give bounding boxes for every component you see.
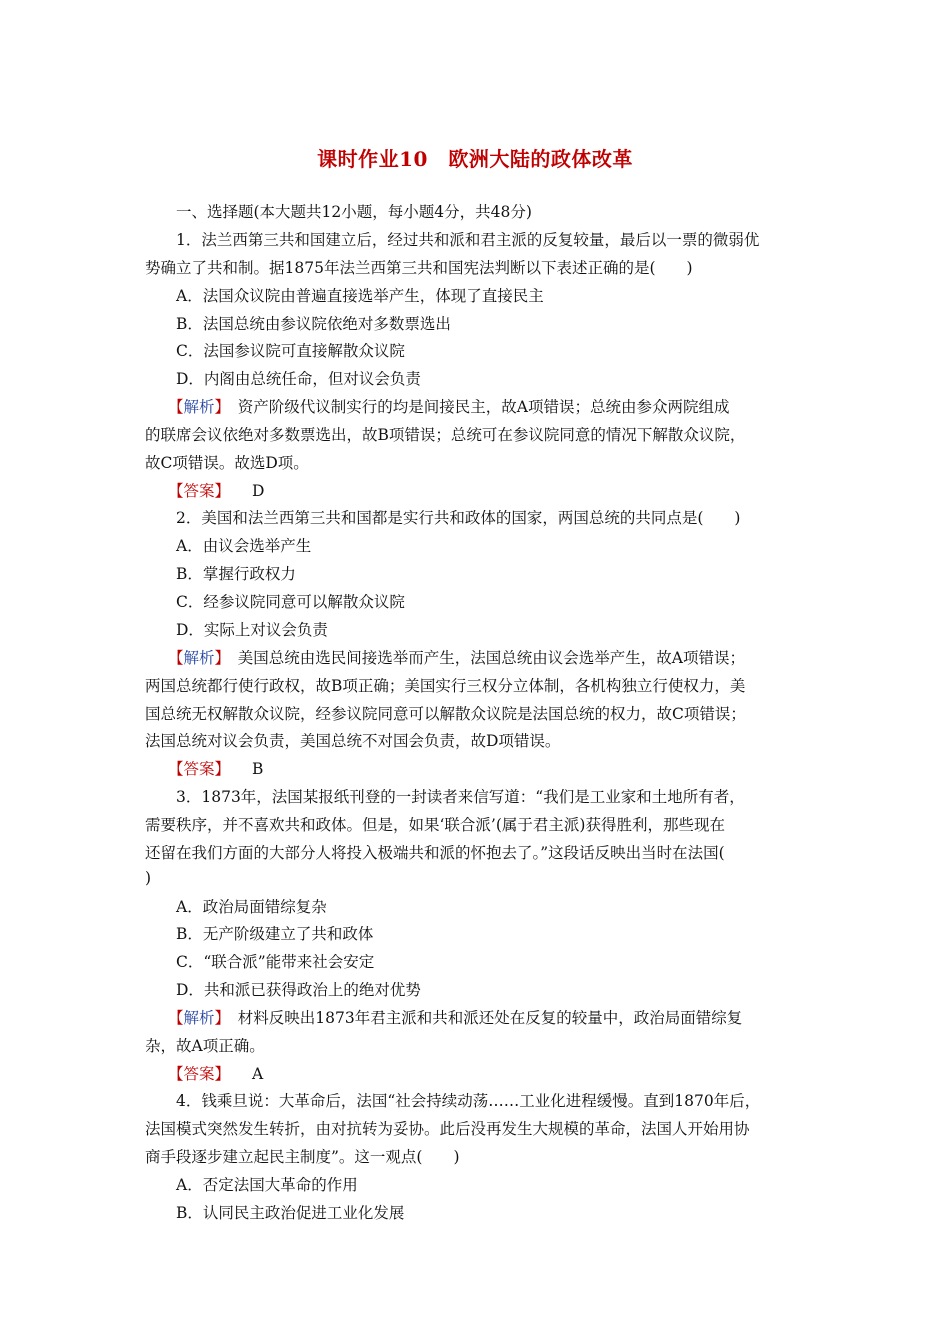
q3-stem-line-2: 需要秩序，并不喜欢共和政体。但是，如果‘联合派’(属于君主派)获得胜利，那些现在 <box>145 816 725 834</box>
q2-analysis-line-2: 两国总统都行使行政权，故B项正确；美国实行三权分立体制，各机构独立行使权力，美 <box>145 677 746 695</box>
section-heading: 一、选择题(本大题共12小题，每小题4分，共48分) <box>176 203 532 221</box>
q1-analysis-line-2: 的联席会议依绝对多数票选出，故B项错误；总统可在参议院同意的情况下解散众议院， <box>145 426 746 444</box>
answer-tag: 【答案】 <box>168 760 231 778</box>
q4-option-a: A．否定法国大革命的作用 <box>176 1176 358 1194</box>
q3-option-a: A．政治局面错综复杂 <box>176 898 327 916</box>
q1-stem-line-2: 势确立了共和制。据1875年法兰西第三共和国宪法判断以下表述正确的是( ) <box>145 259 693 277</box>
q3-option-d: D．共和派已获得政治上的绝对优势 <box>176 981 421 999</box>
q1-stem-line-1: 1．法兰西第三共和国建立后，经过共和派和君主派的反复较量，最后以一票的微弱优 <box>176 231 760 249</box>
q1-analysis-line-1: 【解析】 资产阶级代议制实行的均是间接民主，故A项错误；总统由参众两院组成 <box>168 398 730 416</box>
q3-analysis-line-1: 【解析】 材料反映出1873年君主派和共和派还处在反复的较量中，政治局面错综复 <box>168 1009 743 1027</box>
q2-option-a: A．由议会选举产生 <box>176 537 312 555</box>
q2-stem-line-1: 2．美国和法兰西第三共和国都是实行共和政体的国家，两国总统的共同点是( ) <box>176 509 741 527</box>
q1-option-c: C．法国参议院可直接解散众议院 <box>176 342 405 360</box>
q4-stem-line-1: 4．钱乘旦说：大革命后，法国“社会持续动荡……工业化进程缓慢。直到1870年后， <box>176 1092 761 1110</box>
document-title: 课时作业10 欧洲大陆的政体改革 <box>317 147 633 171</box>
q1-analysis-line-3: 故C项错误。故选D项。 <box>145 454 309 472</box>
q2-analysis-line-1: 【解析】 美国总统由选民间接选举而产生，法国总统由议会选举产生，故A项错误； <box>168 649 745 667</box>
q4-stem-line-3: 商手段逐步建立起民主制度”。这一观点( ) <box>145 1148 460 1166</box>
q2-analysis-line-3: 国总统无权解散众议院，经参议院同意可以解散众议院是法国总统的权力，故C项错误； <box>145 705 746 723</box>
q2-analysis-line-4: 法国总统对议会负责，美国总统不对国会负责，故D项错误。 <box>145 732 561 750</box>
q2-option-d: D．实际上对议会负责 <box>176 621 328 639</box>
q2-option-c: C．经参议院同意可以解散众议院 <box>176 593 405 611</box>
q3-answer: 【答案】 A <box>168 1065 264 1083</box>
answer-tag: 【答案】 <box>168 1065 231 1083</box>
q2-answer: 【答案】 B <box>168 760 264 778</box>
q4-option-b: B．认同民主政治促进工业化发展 <box>176 1204 405 1222</box>
q3-option-c: C．“联合派”能带来社会安定 <box>176 953 375 971</box>
q3-stem-line-3: 还留在我们方面的大部分人将投入极端共和派的怀抱去了。”这段话反映出当时在法国( <box>145 844 725 862</box>
q1-option-a: A．法国众议院由普遍直接选举产生，体现了直接民主 <box>176 287 544 305</box>
q3-analysis-line-2: 杂，故A项正确。 <box>145 1037 265 1055</box>
q1-option-b: B．法国总统由参议院依绝对多数票选出 <box>176 315 451 333</box>
q3-stem-line-1: 3．1873年，法国某报纸刊登的一封读者来信写道：“我们是工业家和土地所有者， <box>176 788 745 806</box>
analysis-tag: 【解析】 <box>168 649 223 667</box>
q1-answer: 【答案】 D <box>168 482 265 500</box>
analysis-tag: 【解析】 <box>168 398 223 416</box>
q1-option-d: D．内阁由总统任命，但对议会负责 <box>176 370 421 388</box>
q4-stem-line-2: 法国模式突然发生转折，由对抗转为妥协。此后没再发生大规模的革命，法国人开始用协 <box>145 1120 750 1138</box>
analysis-tag: 【解析】 <box>168 1009 223 1027</box>
answer-tag: 【答案】 <box>168 482 231 500</box>
q2-option-b: B．掌握行政权力 <box>176 565 296 583</box>
q3-stem-line-4: ) <box>145 869 152 887</box>
q3-option-b: B．无产阶级建立了共和政体 <box>176 925 374 943</box>
